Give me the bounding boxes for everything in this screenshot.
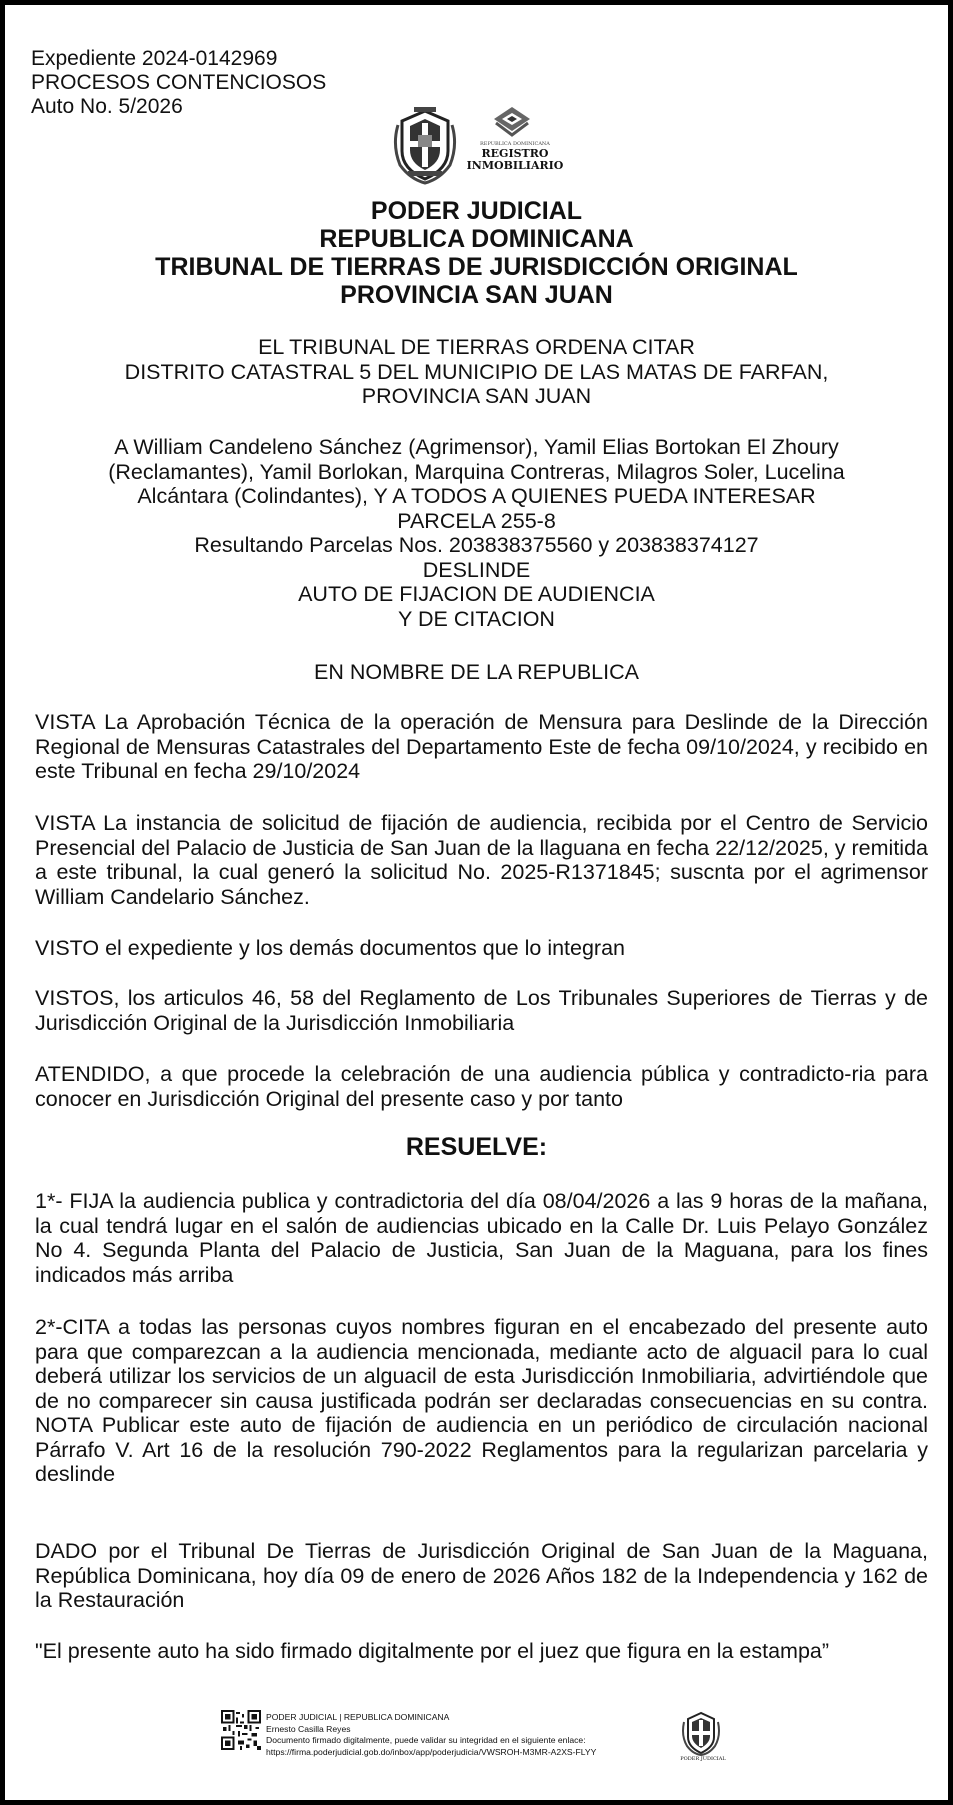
expediente-number: Expediente 2024-0142969 <box>31 47 278 70</box>
registro-inmobiliario-wordmark <box>465 141 565 172</box>
resolution-item-2: 2*-CITA a todas las personas cuyos nombres figuran en el encabezado del presente auto para que comparezcan a la audiencia mencionada, mediante acto de alguacil para lo cual deberá utilizar los servicios de un alguacil de esta Jurisdicción Inmobiliaria, advirtiéndole que de no comparecer sin causa justificada podrán ser declaradas consecuencias en su contra. NOTA Publicar este auto de fijación de audiencia en un periódico de circulación nacional Párrafo V. Art 16 de la resolución 790-2022 Reglamentos para la regularizan parcelaria y deslinde <box>35 1315 928 1486</box>
paragraph-visto: VISTO el expediente y los demás documentos que lo integran <box>35 936 626 960</box>
signature-verification-link[interactable]: https://firma.poderjudicial.gob.do/inbox/app/poderjudicia/VWSROH-M3MR-A2XS-FLYY <box>266 1746 597 1757</box>
title-line-1: PODER JUDICIAL <box>370 197 583 225</box>
process-type: PROCESOS CONTENCIOSOS <box>31 71 327 94</box>
registro-inmobiliario-logo-icon <box>492 105 532 139</box>
title-line-3: TRIBUNAL DE TIERRAS DE JURISDICCIÓN ORIGINAL <box>155 253 798 281</box>
auto-type-line-2: Y DE CITACION <box>398 606 555 631</box>
signature-details <box>266 1712 596 1758</box>
title-line-2: REPUBLICA DOMINICANA <box>319 225 634 253</box>
signature-issuer: PODER JUDICIAL | REPUBLICA DOMINICANA <box>266 1712 450 1722</box>
en-nombre-heading: EN NOMBRE DE LA REPUBLICA <box>314 660 639 684</box>
paragraph-atendido: ATENDIDO, a que procede la celebración de una audiencia pública y contradicto-ria para conocer en Jurisdicción Original del presente caso y por tanto <box>35 1062 928 1111</box>
order-line-2: DISTRITO CATASTRAL 5 DEL MUNICIPIO DE LAS MATAS DE FARFAN, <box>124 359 829 384</box>
citation-order <box>5 335 948 409</box>
signature-signer: Ernesto Casilla Reyes <box>266 1723 351 1734</box>
poder-judicial-seal-icon <box>681 1710 721 1756</box>
paragraph-vista-2: VISTA La instancia de solicitud de fijación de audiencia, recibida por el Centro de Servicio Presencial del Palacio de Justicia de San Juan de la llaguana en fecha 22/12/2025, y remitida a este tribunal, la cual generó la solicitud No. 2025-R1371845; suscnta por el agrimensor William Candelario Sánchez. <box>35 811 928 909</box>
paragraph-vista-1: VISTA La Aprobación Técnica de la operación de Mensura para Deslinde de la Dirección Regional de Mensuras Catastrales del Departamento Este de fecha 09/10/2024, y recibido en este Tribunal en fecha 29/10/2024 <box>35 710 928 783</box>
registro-line1: REGISTRO <box>481 147 549 160</box>
registro-country: REPUBLICA DOMINICANA <box>480 141 550 147</box>
signature-note: Documento firmado digitalmente, puede validar su integridad en el siguiente enlace: <box>266 1735 586 1745</box>
order-line-3: PROVINCIA SAN JUAN <box>361 384 592 408</box>
title-line-4: PROVINCIA SAN JUAN <box>340 281 613 309</box>
header-logos <box>390 105 590 185</box>
resolution-item-1: 1*- FIJA la audiencia publica y contradictoria del día 08/04/2026 a las 9 horas de la mañana, la cual tendrá lugar en el salón de audiencias ubicado en la Calle Dr. Luis Pelayo González No 4. Segunda Planta del Palacio de Justicia, San Juan de la Maguana, para los fines indicados más arriba <box>35 1189 928 1287</box>
digital-signature-stamp <box>221 1710 741 1770</box>
case-header <box>31 47 326 119</box>
paragraph-dado: DADO por el Tribunal De Tierras de Jurisdicción Original de San Juan de la Maguana, República Dominicana, hoy día 09 de enero de 2026 Años 182 de la Independencia y 162 de la Restauración <box>35 1539 928 1612</box>
parties-line-3: Alcántara (Colindantes), Y A TODOS A QUIENES PUEDA INTERESAR <box>137 484 816 508</box>
registro-line2: INMOBILIARIO <box>466 159 564 172</box>
paragraph-digital-signature: "El presente auto ha sido firmado digitalmente por el juez que figura en la estampa” <box>35 1639 830 1663</box>
paragraph-vistos: VISTOS, los articulos 46, 58 del Reglamento de Los Tribunales Superiores de Tierras y de Jurisdicción Original de la Jurisdicción Inmobiliaria <box>35 986 928 1035</box>
court-title <box>5 197 948 309</box>
parties-block <box>5 435 948 631</box>
parties-line-2: (Reclamantes), Yamil Borlokan, Marquina Contreras, Milagros Soler, Lucelina <box>108 459 845 484</box>
auto-number: Auto No. 5/2026 <box>31 95 183 118</box>
seal-label: PODER JUDICIAL <box>680 1756 726 1762</box>
parcel-number: PARCELA 255-8 <box>397 508 556 533</box>
coat-of-arms-icon <box>390 105 460 185</box>
qr-code-icon[interactable] <box>221 1710 261 1750</box>
order-line-1: EL TRIBUNAL DE TIERRAS ORDENA CITAR <box>258 335 695 359</box>
procedure-type: DESLINDE <box>422 557 531 582</box>
resulting-parcels: Resultando Parcelas Nos. 203838375560 y 203838374127 <box>194 533 759 557</box>
auto-type-line-1: AUTO DE FIJACION DE AUDIENCIA <box>298 582 655 606</box>
resuelve-heading: RESUELVE: <box>405 1133 548 1161</box>
parties-line-1: A William Candeleno Sánchez (Agrimensor), Yamil Elias Bortokan El Zhoury <box>114 435 839 459</box>
